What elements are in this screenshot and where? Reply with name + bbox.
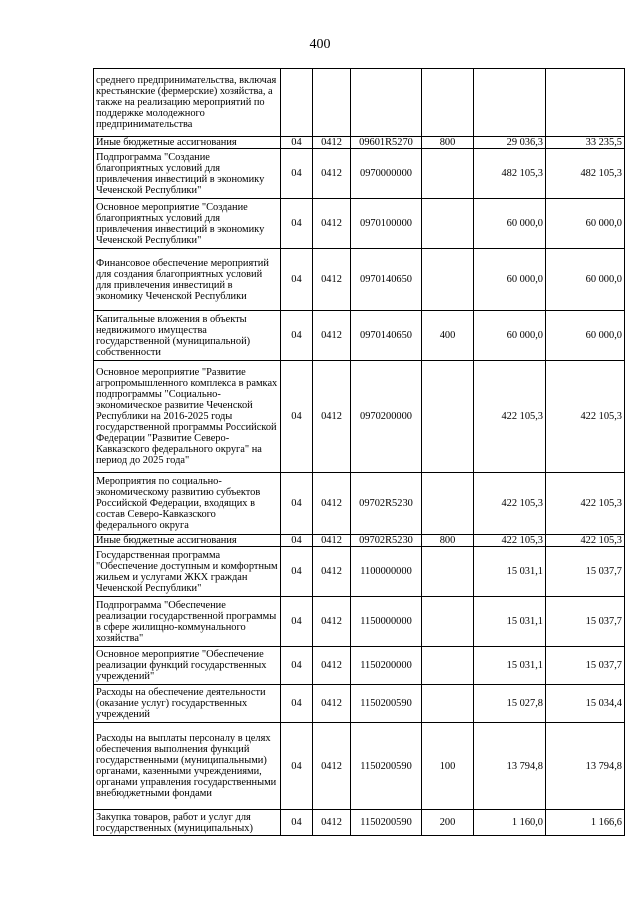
row-value-cell: 04 <box>281 685 313 723</box>
row-value-cell <box>422 149 474 199</box>
row-name-cell: среднего предпринимательства, включая крестьянские (фермерские) хозяйства, а также на реализацию мероприятий по поддержке молодежного предпринимательства <box>94 69 281 137</box>
row-value-cell: 15 027,8 <box>474 685 546 723</box>
row-value-cell: 09601R5270 <box>351 137 422 149</box>
row-value-cell: 1 160,0 <box>474 810 546 836</box>
row-value-cell <box>422 597 474 647</box>
row-value-cell: 15 031,1 <box>474 647 546 685</box>
row-value-cell: 15 037,7 <box>546 647 625 685</box>
row-value-cell: 482 105,3 <box>546 149 625 199</box>
row-value-cell: 04 <box>281 149 313 199</box>
row-value-cell: 04 <box>281 249 313 311</box>
row-value-cell: 0412 <box>313 647 351 685</box>
row-value-cell: 1150200590 <box>351 810 422 836</box>
row-value-cell: 422 105,3 <box>474 361 546 473</box>
row-value-cell: 0412 <box>313 249 351 311</box>
row-value-cell: 15 037,7 <box>546 547 625 597</box>
row-value-cell: 1150200590 <box>351 723 422 810</box>
table-row <box>94 810 625 836</box>
row-value-cell: 0970000000 <box>351 149 422 199</box>
row-value-cell: 60 000,0 <box>546 311 625 361</box>
row-value-cell: 04 <box>281 311 313 361</box>
table-row <box>94 361 625 473</box>
table-row <box>94 535 625 547</box>
row-name-cell: Государственная программа "Обеспечение доступным и комфортным жильем и услугами ЖКХ граждан Чеченской Республики" <box>94 547 281 597</box>
row-name-cell: Капитальные вложения в объекты недвижимого имущества государственной (муниципальной) собственности <box>94 311 281 361</box>
row-value-cell: 15 031,1 <box>474 597 546 647</box>
row-value-cell: 13 794,8 <box>474 723 546 810</box>
row-value-cell: 0970100000 <box>351 199 422 249</box>
row-name-cell: Финансовое обеспечение мероприятий для создания благоприятных условий для привлечения инвестиций в экономику Чеченской Республики <box>94 249 281 311</box>
row-value-cell <box>422 685 474 723</box>
row-value-cell: 200 <box>422 810 474 836</box>
row-value-cell <box>422 473 474 535</box>
table-row <box>94 69 625 137</box>
table-row <box>94 311 625 361</box>
row-value-cell <box>313 69 351 137</box>
budget-table-body <box>94 69 625 836</box>
row-value-cell <box>422 547 474 597</box>
row-value-cell: 0970200000 <box>351 361 422 473</box>
row-value-cell: 09702R5230 <box>351 473 422 535</box>
row-value-cell: 04 <box>281 473 313 535</box>
row-value-cell: 422 105,3 <box>546 535 625 547</box>
row-value-cell: 422 105,3 <box>474 535 546 547</box>
row-value-cell: 100 <box>422 723 474 810</box>
row-value-cell: 0970140650 <box>351 311 422 361</box>
row-value-cell <box>281 69 313 137</box>
row-value-cell: 0412 <box>313 810 351 836</box>
row-value-cell: 09702R5230 <box>351 535 422 547</box>
row-value-cell: 60 000,0 <box>474 249 546 311</box>
row-name-cell: Расходы на обеспечение деятельности (оказание услуг) государственных учреждений <box>94 685 281 723</box>
row-value-cell <box>422 647 474 685</box>
row-value-cell: 0412 <box>313 535 351 547</box>
row-value-cell: 422 105,3 <box>546 361 625 473</box>
row-value-cell: 04 <box>281 361 313 473</box>
row-value-cell: 1150200000 <box>351 647 422 685</box>
row-value-cell: 1150200590 <box>351 685 422 723</box>
row-value-cell: 04 <box>281 199 313 249</box>
row-value-cell: 15 037,7 <box>546 597 625 647</box>
row-value-cell: 0412 <box>313 597 351 647</box>
row-value-cell: 04 <box>281 810 313 836</box>
row-name-cell: Подпрограмма "Создание благоприятных условий для привлечения инвестиций в экономику Чеченской Республики" <box>94 149 281 199</box>
table-row <box>94 547 625 597</box>
row-value-cell: 1 166,6 <box>546 810 625 836</box>
row-value-cell: 33 235,5 <box>546 137 625 149</box>
row-value-cell <box>474 69 546 137</box>
page-number: 400 <box>309 37 331 52</box>
table-row <box>94 473 625 535</box>
row-value-cell: 13 794,8 <box>546 723 625 810</box>
row-value-cell: 800 <box>422 137 474 149</box>
row-value-cell <box>422 69 474 137</box>
row-value-cell: 422 105,3 <box>474 473 546 535</box>
row-value-cell: 04 <box>281 597 313 647</box>
row-value-cell: 0970140650 <box>351 249 422 311</box>
table-row <box>94 597 625 647</box>
row-value-cell: 1150000000 <box>351 597 422 647</box>
row-value-cell: 0412 <box>313 311 351 361</box>
row-value-cell: 0412 <box>313 361 351 473</box>
row-value-cell: 04 <box>281 723 313 810</box>
table-row <box>94 199 625 249</box>
budget-table <box>93 68 625 836</box>
row-value-cell <box>422 361 474 473</box>
row-value-cell: 60 000,0 <box>546 249 625 311</box>
row-name-cell: Основное мероприятие "Развитие агропромышленного комплекса в рамках подпрограммы "Социально-экономическое развитие Чеченской Республики на 2016-2025 годы государственной программы Российской Федерации "Развитие Северо-Кавказского федерального округа" на период до 2025 года" <box>94 361 281 473</box>
row-name-cell: Закупка товаров, работ и услуг для государственных (муниципальных) <box>94 810 281 836</box>
row-value-cell: 0412 <box>313 149 351 199</box>
row-value-cell: 0412 <box>313 199 351 249</box>
row-value-cell: 0412 <box>313 473 351 535</box>
table-row <box>94 137 625 149</box>
table-row <box>94 249 625 311</box>
row-name-cell: Расходы на выплаты персоналу в целях обеспечения выполнения функций государственными (муниципальными) органами, казенными учреждениями, органами управления государственными внебюджетными фондами <box>94 723 281 810</box>
row-value-cell: 60 000,0 <box>474 311 546 361</box>
row-value-cell <box>546 69 625 137</box>
row-value-cell: 04 <box>281 535 313 547</box>
row-value-cell: 400 <box>422 311 474 361</box>
row-value-cell: 0412 <box>313 685 351 723</box>
table-row <box>94 647 625 685</box>
row-value-cell: 15 034,4 <box>546 685 625 723</box>
row-name-cell: Подпрограмма "Обеспечение реализации государственной программы в сфере жилищно-коммунального хозяйства" <box>94 597 281 647</box>
row-name-cell: Основное мероприятие "Создание благоприятных условий для привлечения инвестиций в экономику Чеченской Республики" <box>94 199 281 249</box>
row-value-cell: 04 <box>281 137 313 149</box>
row-value-cell: 1100000000 <box>351 547 422 597</box>
row-value-cell <box>351 69 422 137</box>
row-name-cell: Основное мероприятие "Обеспечение реализации функций государственных учреждений" <box>94 647 281 685</box>
row-value-cell: 04 <box>281 547 313 597</box>
row-value-cell: 0412 <box>313 137 351 149</box>
row-name-cell: Иные бюджетные ассигнования <box>94 137 281 149</box>
table-row <box>94 723 625 810</box>
row-value-cell: 422 105,3 <box>546 473 625 535</box>
row-value-cell: 60 000,0 <box>546 199 625 249</box>
row-value-cell: 60 000,0 <box>474 199 546 249</box>
row-name-cell: Мероприятия по социально-экономическому развитию субъектов Российской Федерации, входящих в состав Северо-Кавказского федерального округа <box>94 473 281 535</box>
row-value-cell: 0412 <box>313 547 351 597</box>
row-value-cell: 0412 <box>313 723 351 810</box>
row-value-cell: 15 031,1 <box>474 547 546 597</box>
row-value-cell: 29 036,3 <box>474 137 546 149</box>
row-value-cell: 04 <box>281 647 313 685</box>
row-value-cell: 482 105,3 <box>474 149 546 199</box>
row-value-cell <box>422 199 474 249</box>
table-row <box>94 149 625 199</box>
row-value-cell: 800 <box>422 535 474 547</box>
row-name-cell: Иные бюджетные ассигнования <box>94 535 281 547</box>
table-row <box>94 685 625 723</box>
row-value-cell <box>422 249 474 311</box>
